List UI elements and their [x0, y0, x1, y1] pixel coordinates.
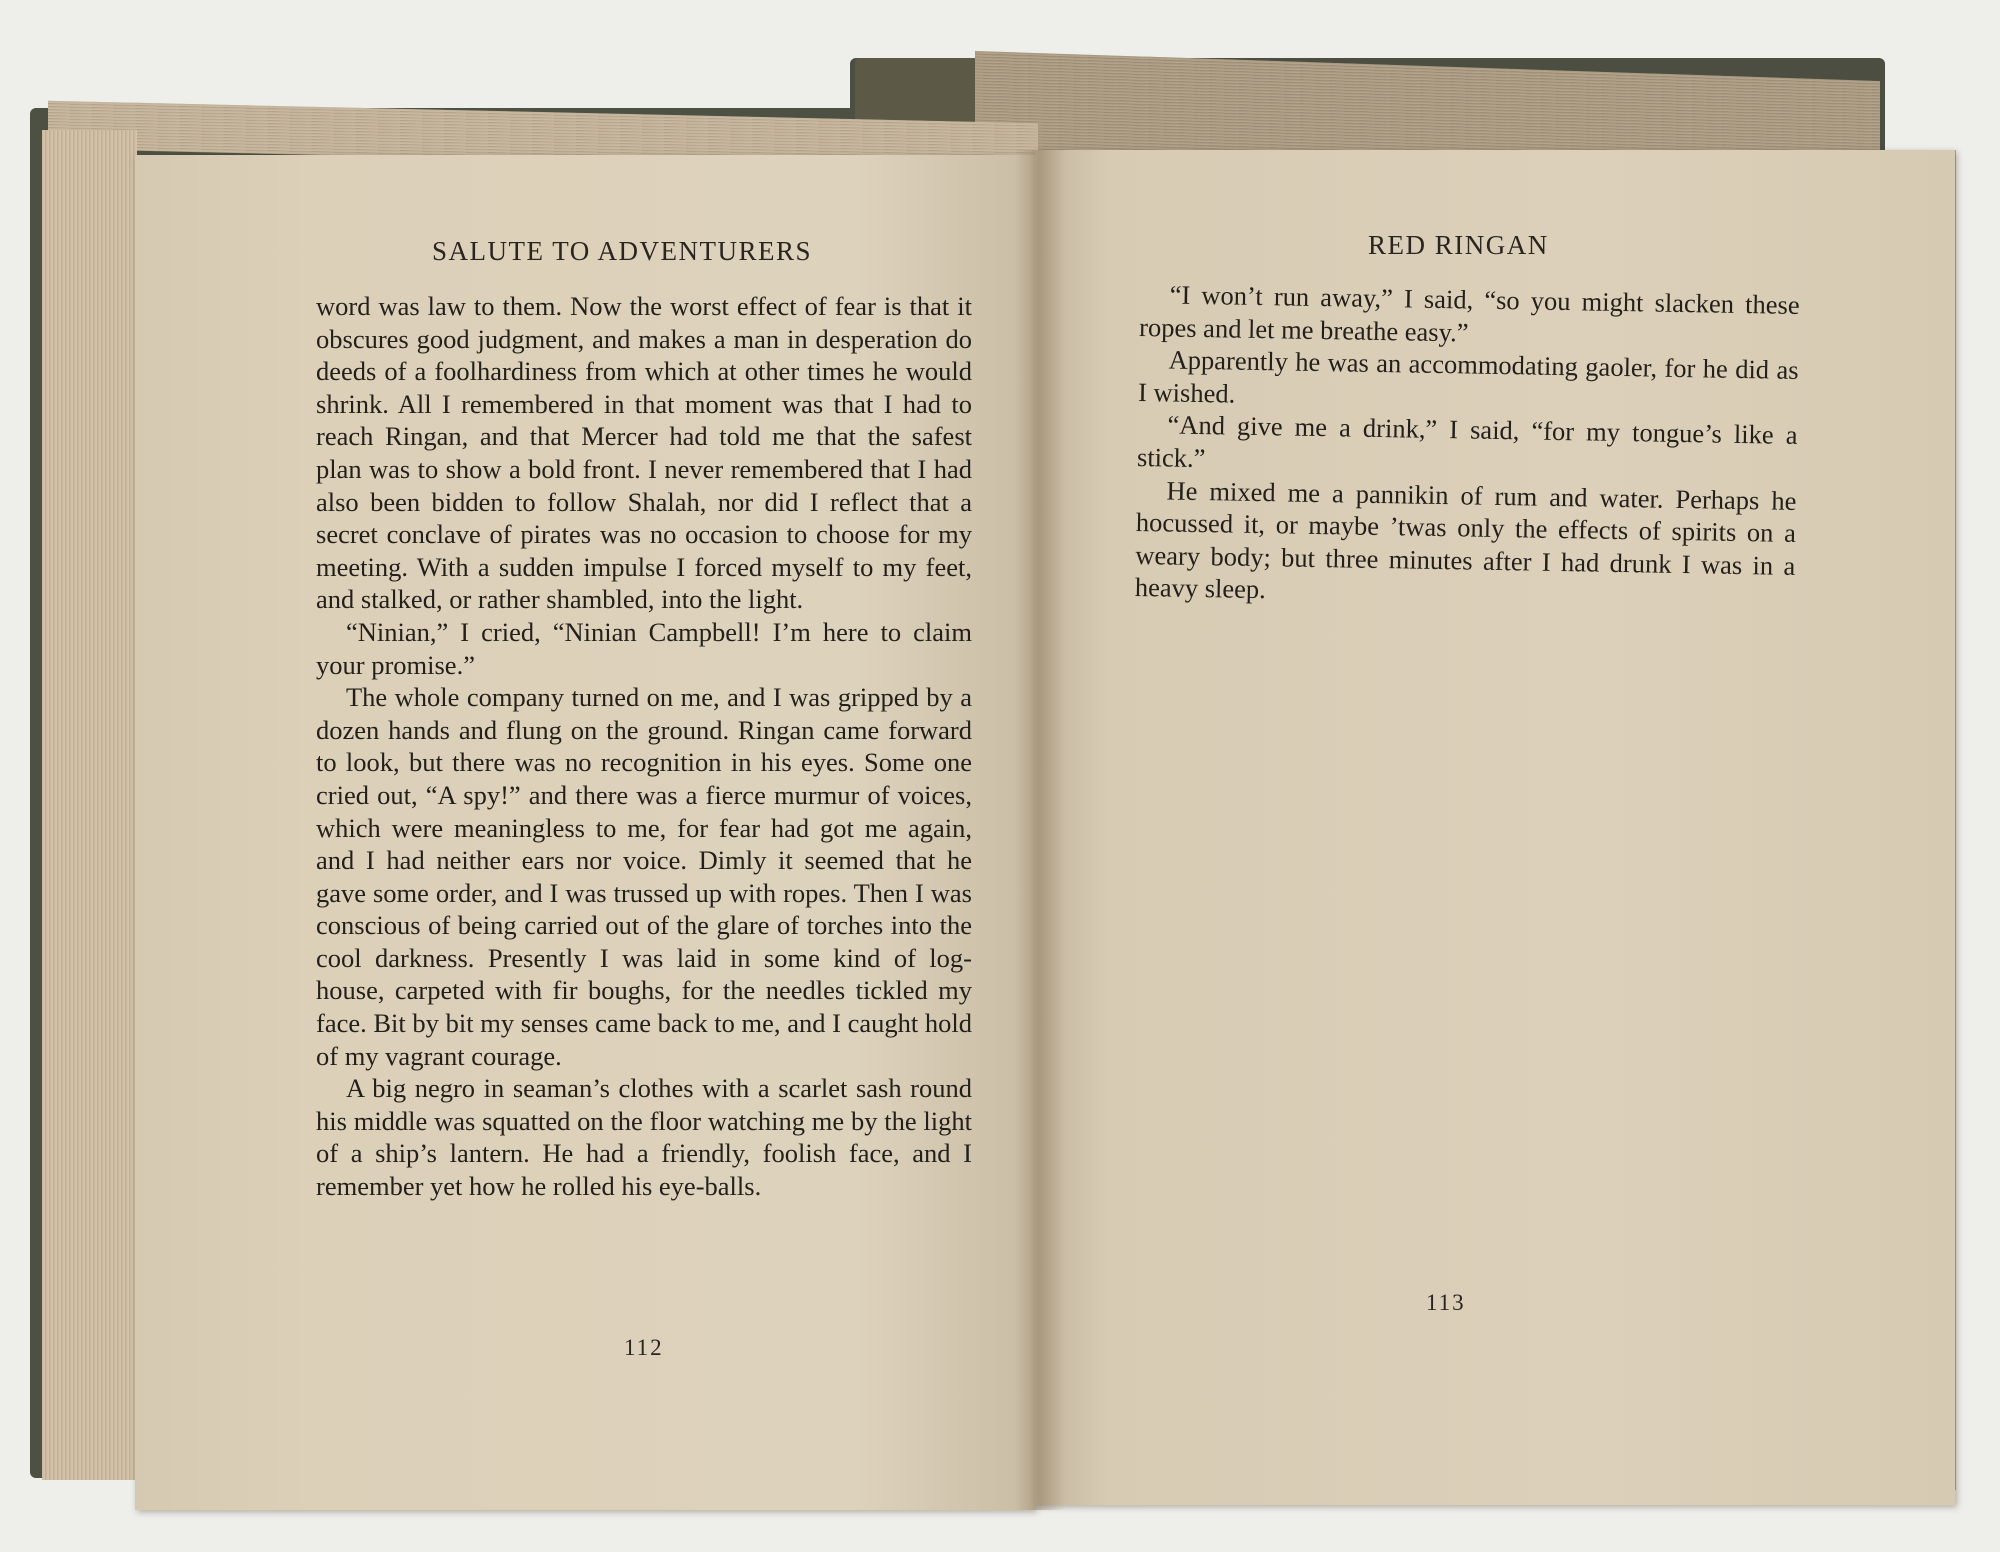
left-running-head: SALUTE TO ADVENTURERS — [432, 236, 813, 266]
right-paragraph-1: “I won’t run away,” I said, “so you might slacken these ropes and let me breathe easy.” — [1138, 279, 1800, 348]
right-page-number: 113 — [1426, 1290, 1466, 1315]
left-paragraph-2: “Ninian,” I cried, “Ninian Campbell! I’m here to claim your promise.” — [316, 616, 972, 680]
right-page-body — [1135, 278, 1800, 615]
left-page-number: 112 — [624, 1335, 664, 1360]
right-paragraph-4: He mixed me a pannikin of rum and water. Perhaps he hocussed it, or maybe ’twas only the effects of spirits on a weary body; but three minutes after I had drunk I was in a heavy sleep. — [1134, 475, 1797, 605]
left-paragraph-3: The whole company turned on me, and I was gripped by a dozen hands and flung on the ground. Ringan came forward to look, but there was no recognition in his eyes. Some one cried out, “A spy!” and there was a fierce murmur of voices, which were meaningless to me, for fear had got me again, and I had neither ears nor voice. Dimly it seemed that he gave some order, and I was trussed up with ropes. Then I was conscious of being carried out of the glare of torches into the cool darkness. Presently I was laid in some kind of log-house, carpeted with fir boughs, for the needles tickled my face. Bit by bit my senses came back to me, and I caught hold of my vagrant courage. — [316, 682, 972, 1071]
book-gutter — [1015, 150, 1065, 1510]
left-page-body — [316, 290, 972, 1203]
left-paragraph-4: A big negro in seaman’s clothes with a scarlet sash round his middle was squatted on the floor watching me by the light of a ship’s lantern. He had a friendly, foolish face, and I remember yet how he rolled his eye-balls. — [316, 1073, 972, 1202]
right-running-head: RED RINGAN — [1368, 230, 1549, 260]
right-paragraph-2: Apparently he was an accommodating gaoler, for he did as I wished. — [1137, 344, 1799, 409]
left-paragraph-1: word was law to them. Now the worst effect of fear is that it obscures good judgment, and makes a man in desperation do deeds of a foolhardiness from which at other times he would shrink. All I remembered in that moment was that I had to reach Ringan, and that Mercer had told me that the safest plan was to show a bold front. I never remembered that I had also been bidden to follow Shalah, nor did I reflect that a secret conclave of pirates was no occasion to choose for my meeting. With a sudden impulse I forced myself to my feet, and stalked, or rather shambled, into the light. — [316, 291, 972, 615]
right-paragraph-3: “And give me a drink,” I said, “for my tongue’s like a stick.” — [1136, 409, 1798, 474]
page-edges-left-side — [42, 130, 137, 1480]
